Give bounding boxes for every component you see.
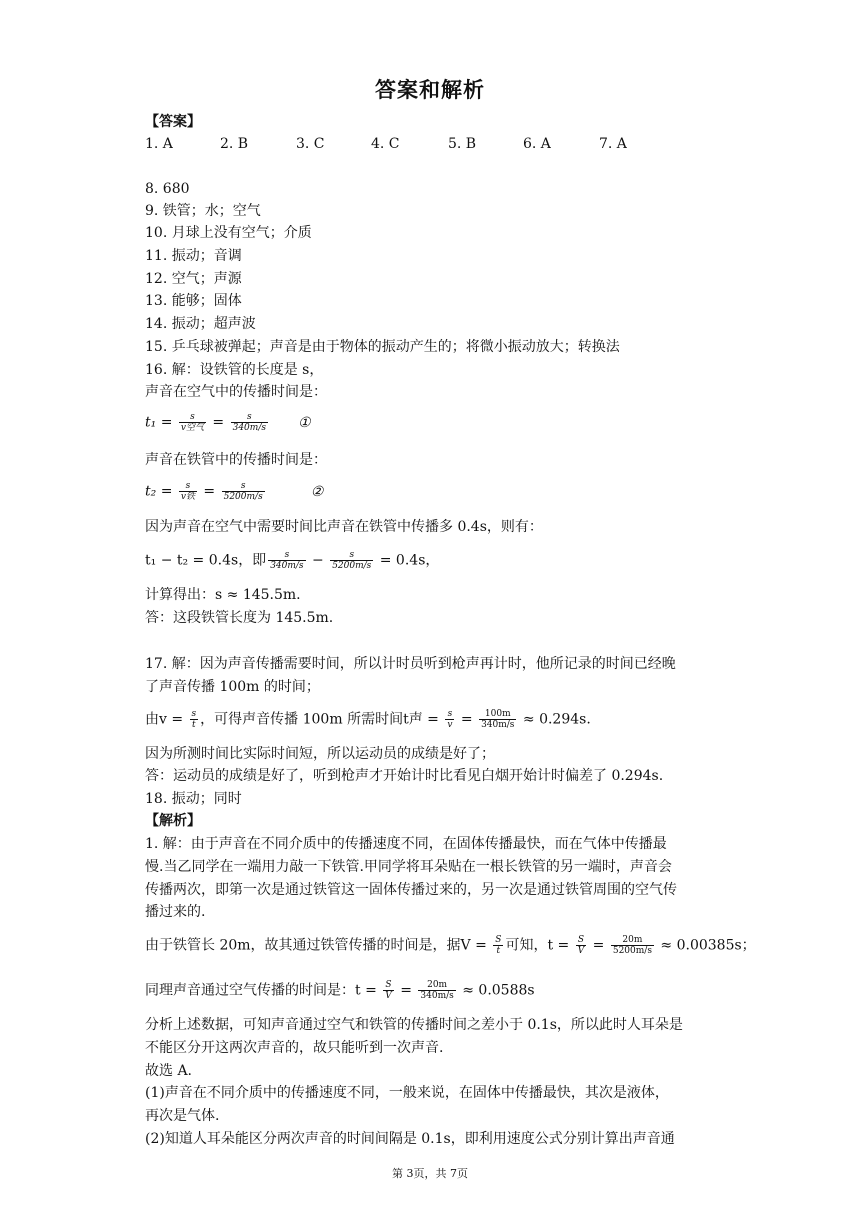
formula-air-time <box>145 980 535 1001</box>
formula-t2 <box>145 481 323 502</box>
fraction <box>611 935 654 956</box>
numerator: S <box>383 980 394 991</box>
fraction <box>190 709 199 730</box>
denominator: V <box>577 946 585 956</box>
numerator: s <box>179 481 197 492</box>
analysis-text: 不能区分开这两次声音的，故只能听到一次声音. <box>145 1040 444 1056</box>
fraction <box>231 412 268 433</box>
fraction <box>222 481 265 502</box>
numerator: s <box>445 709 454 720</box>
analysis-text: 1. 解：由于声音在不同介质中的传播速度不同，在固体传播最快，而在气体中传播最 <box>145 836 667 852</box>
numerator: s <box>179 412 206 423</box>
equation-marker: ① <box>297 414 311 431</box>
analysis-text: 传播两次，即第一次是通过铁管这一固体传播过来的，另一次是通过铁管周围的空气传 <box>145 882 677 898</box>
formula-text: t₁ − t₂ = 0.4s，即 <box>145 552 267 569</box>
fraction <box>268 550 305 571</box>
denominator: 5200m/s <box>332 561 372 571</box>
answer-16-text: 答：这段铁管长度为 145.5m. <box>145 610 334 626</box>
denominator: 340m/s <box>270 561 304 571</box>
formula-text: = <box>198 483 220 500</box>
fraction <box>418 980 455 1001</box>
analysis-text: 再次是气体. <box>145 1108 220 1124</box>
denominator: v铁 <box>180 492 195 502</box>
answer-14: 14. 振动；超声波 <box>145 316 256 332</box>
fraction <box>576 935 587 956</box>
numerator: 20m <box>611 935 654 946</box>
answer-17-text: 答：运动员的成绩是好了，听到枪声才开始计时比看见白烟开始计时偏差了 0.294s. <box>145 768 664 784</box>
analysis-text: (2)知道人耳朵能区分两次声音的时间间隔是 0.1s，即利用速度公式分别计算出声音通 <box>145 1131 675 1147</box>
formula-text: t₂ = <box>145 483 177 500</box>
answer-13: 13. 能够；固体 <box>145 293 242 309</box>
page-footer: 第 3页，共 7页 <box>392 1167 468 1180</box>
formula-text: 由于铁管长 20m，故其通过铁管传播的时间是，据V = <box>145 937 492 954</box>
denominator: V <box>385 991 392 1001</box>
numerator: 100m <box>479 709 516 720</box>
mc-answer: 4. C <box>371 136 400 152</box>
formula-text: = <box>456 711 478 728</box>
formula-diff <box>145 550 439 571</box>
answer-16-text: 声音在铁管中的传播时间是： <box>145 452 327 468</box>
analysis-text: 慢.当乙同学在一端用力敲一下铁管.甲同学将耳朵贴在一根长铁管的另一端时，声音会 <box>145 859 672 875</box>
denominator: v <box>447 720 453 730</box>
formula-text: = 0.4s， <box>375 552 440 569</box>
answer-9: 9. 铁管；水；空气 <box>145 203 261 219</box>
numerator: s <box>222 481 265 492</box>
analysis-text: (1)声音在不同介质中的传播速度不同，一般来说，在固体中传播最快，其次是液体， <box>145 1085 669 1101</box>
answer-header: 【答案】 <box>145 114 201 130</box>
formula-text: 可知，t = <box>505 937 574 954</box>
formula-text: 同理声音通过空气传播的时间是：t = <box>145 982 382 999</box>
mc-answer: 3. C <box>296 136 325 152</box>
formula-t1 <box>145 412 311 433</box>
analysis-text: 播过来的. <box>145 904 206 920</box>
numerator: 20m <box>418 980 455 991</box>
denominator: 340m/s <box>232 423 266 433</box>
fraction <box>479 709 516 730</box>
numerator: s <box>231 412 268 423</box>
formula-text: = <box>395 982 417 999</box>
denominator: t <box>192 720 196 730</box>
numerator: S <box>576 935 587 946</box>
answer-8: 8. 680 <box>145 181 190 197</box>
formula-text: t₁ = <box>145 414 177 431</box>
denominator: 340m/s <box>481 720 515 730</box>
formula-text: 由v = <box>145 711 188 728</box>
answer-16-text: 声音在空气中的传播时间是： <box>145 384 327 400</box>
answer-16-text: 计算得出：s ≈ 145.5m. <box>145 587 301 603</box>
mc-answer: 2. B <box>220 136 249 152</box>
answer-16: 16. 解：设铁管的长度是 s， <box>145 362 324 378</box>
fraction <box>179 481 197 502</box>
numerator: s <box>268 550 305 561</box>
fraction <box>493 935 503 956</box>
answer-12: 12. 空气；声源 <box>145 271 242 287</box>
formula-text: = <box>588 937 609 954</box>
fraction <box>445 709 454 730</box>
mc-answer: 1. A <box>145 136 173 152</box>
formula-v <box>145 709 591 730</box>
answer-15: 15. 乒乓球被弹起；声音是由于物体的振动产生的；将微小振动放大；转换法 <box>145 339 620 355</box>
equation-marker: ② <box>310 483 324 500</box>
answer-17: 17. 解：因为声音传播需要时间，所以计时员听到枪声再计时，他所记录的时间已经晚 <box>145 656 676 672</box>
denominator: 5200m/s <box>223 492 263 502</box>
analysis-header: 【解析】 <box>145 813 201 829</box>
denominator: 340m/s <box>420 991 454 1001</box>
denominator: 5200m/s <box>612 946 652 956</box>
answer-16-text: 因为声音在空气中需要时间比声音在铁管中传播多 0.4s，则有： <box>145 519 543 535</box>
formula-text: ，可得声音传播 100m 所需时间t声 = <box>200 711 444 728</box>
fraction <box>383 980 394 1001</box>
analysis-text: 故选 A. <box>145 1063 193 1079</box>
answer-17-text: 了声音传播 100m 的时间； <box>145 679 320 695</box>
formula-text: ≈ 0.0588s <box>457 982 535 999</box>
answer-11: 11. 振动；音调 <box>145 248 242 264</box>
mc-answer: 6. A <box>523 136 551 152</box>
numerator: s <box>330 550 373 561</box>
answer-10: 10. 月球上没有空气；介质 <box>145 225 312 241</box>
fraction <box>330 550 373 571</box>
formula-text: ≈ 0.00385s； <box>655 937 756 954</box>
page-title: 答案和解析 <box>375 78 485 102</box>
formula-text: = <box>207 414 229 431</box>
fraction <box>179 412 206 433</box>
mc-answer: 7. A <box>599 136 627 152</box>
numerator: s <box>191 709 197 719</box>
denominator: v空气 <box>180 423 204 433</box>
answer-17-text: 因为所测时间比实际时间短，所以运动员的成绩是好了； <box>145 746 495 762</box>
mc-answer: 5. B <box>448 136 477 152</box>
analysis-text: 分析上述数据，可知声音通过空气和铁管的传播时间之差小于 0.1s，所以此时人耳朵是 <box>145 1017 683 1033</box>
answer-18: 18. 振动；同时 <box>145 791 242 807</box>
denominator: t <box>496 946 501 956</box>
formula-text: − <box>307 552 329 569</box>
formula-text: ≈ 0.294s. <box>518 711 591 728</box>
formula-pipe-time <box>145 935 756 956</box>
numerator: S <box>495 935 502 945</box>
